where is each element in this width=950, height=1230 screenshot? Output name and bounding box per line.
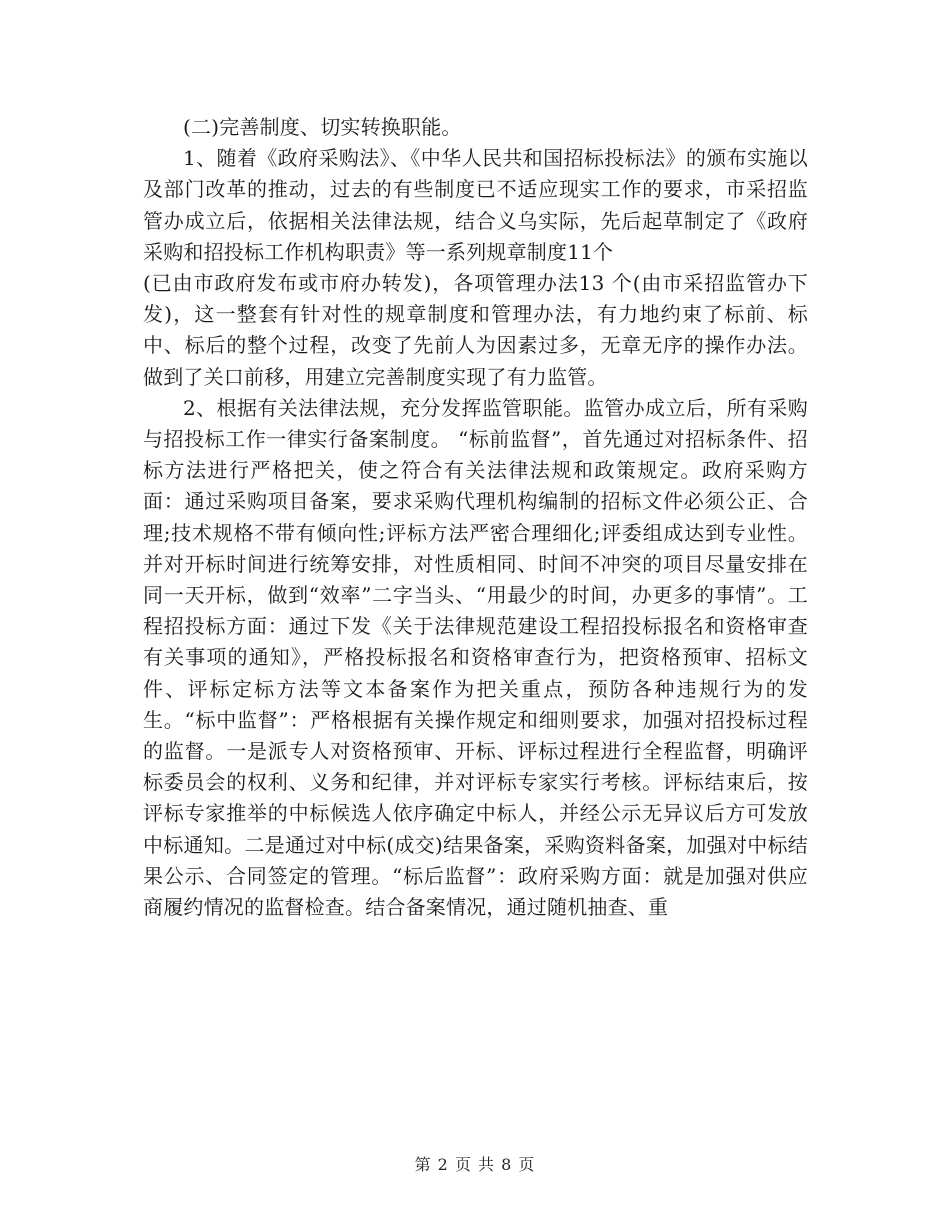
document-body (143, 112, 808, 923)
page-number-label: 第 2 页 共 8 页 (414, 1155, 536, 1174)
paragraph-2: 2、根据有关法律法规，充分发挥监管职能。监管办成立后，所有采购与招投标工作一律实行备案制度。 “标前监督”，首先通过对招标条件、招标方法进行严格把关，使之符合有关法律法规和政策规定。政府采购方面：通过采购项目备案，要求采购代理机构编制的招标文件必须公正、合理;技术规格不带有倾向性;评标方法严密合理细化;评委组成达到专业性。并对开标时间进行统筹安排，对性质相同、时间不冲突的项目尽量安排在同一天开标，做到“效率”二字当头、“用最少的时间，办更多的事情”。工程招投标方面：通过下发《关于法律规范建设工程招投标报名和资格审查有关事项的通知》，严格投标报名和资格审查行为，把资格预审、招标文件、评标定标方法等文本备案作为把关重点，预防各种违规行为的发生。“标中监督”：严格根据有关操作规定和细则要求，加强对招投标过程的监督。一是派专人对资格预审、开标、评标过程进行全程监督，明确评标委员会的权利、义务和纪律，并对评标专家实行考核。评标结束后，按评标专家推举的中标候选人依序确定中标人，并经公示无异议后方可发放中标通知。二是通过对中标(成交)结果备案，采购资料备案，加强对中标结果公示、合同签定的管理。“标后监督”：政府采购方面：就是加强对供应商履约情况的监督检查。结合备案情况，通过随机抽查、重 (143, 395, 808, 920)
paragraph-1: 1、随着《政府采购法》、《中华人民共和国招标投标法》的颁布实施以及部门改革的推动，过去的有些制度已不适应现实工作的要求，市采招监管办成立后，依据相关法律法规，结合义乌实际，先后起草制定了《政府采购和招投标工作机构职责》等一系列规章制度11个 (已由市政府发布或市府办转发)，各项管理办法13 个(由市采招监管办下发)，这一整套有针对性的规章制度和管理办法，有力地约束了标前、标中、标后的整个过程，改变了先前人为因素过多，无章无序的操作办法。做到了关口前移，用建立完善制度实现了有力监管。 (143, 146, 808, 389)
page-footer (0, 1152, 950, 1175)
section-heading: (二)完善制度、切实转换职能。 (183, 115, 462, 139)
